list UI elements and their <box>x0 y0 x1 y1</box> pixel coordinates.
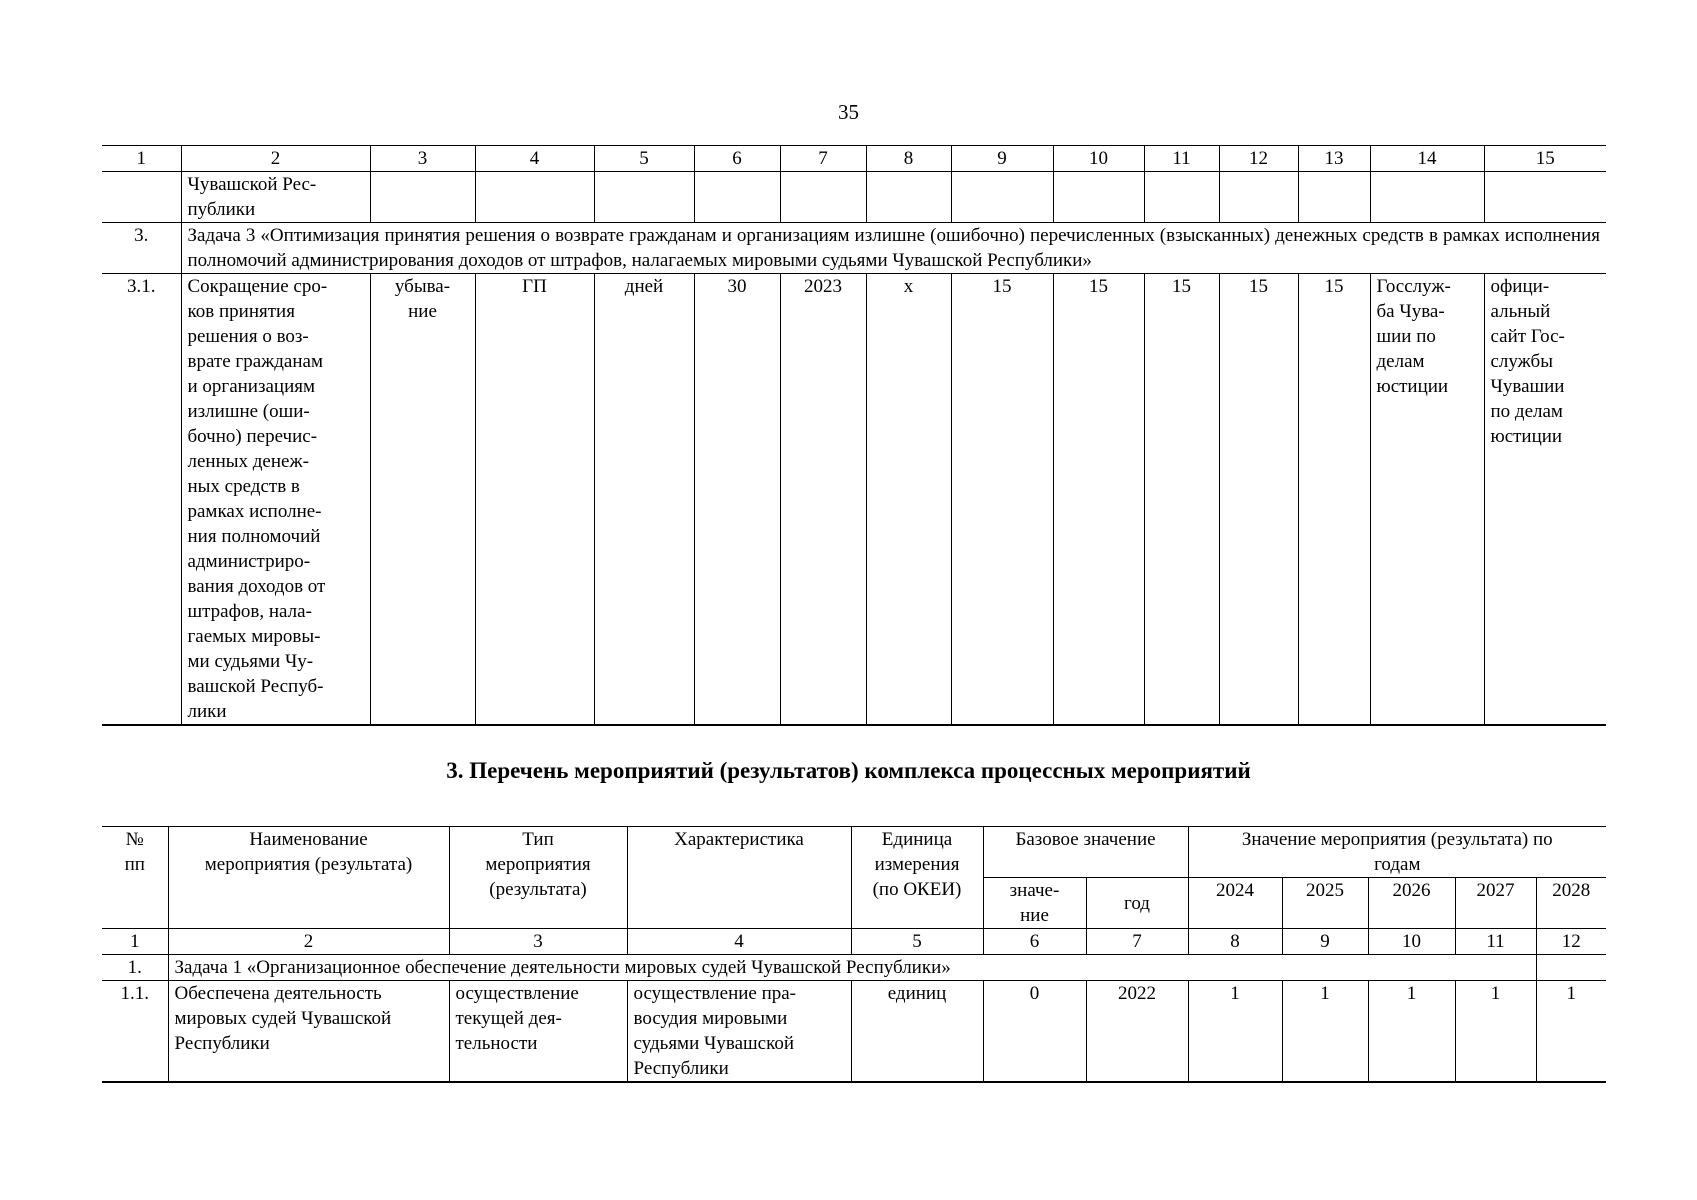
activity-type: осуществление текущей дея- тельности <box>449 981 627 1083</box>
header-year: 2028 <box>1536 878 1606 929</box>
value-2027: 1 <box>1455 981 1536 1083</box>
table-row <box>102 274 1606 726</box>
column-number-row <box>102 929 1606 955</box>
col-number: 8 <box>1188 929 1282 955</box>
information-source: офици- альный сайт Гос- службы Чувашии по делам юстиции <box>1484 274 1606 726</box>
activity-characteristic: осуществление пра- восудия мировыми судьями Чувашской Республики <box>627 981 851 1083</box>
col-number: 1 <box>102 146 181 172</box>
col-number: 4 <box>475 146 594 172</box>
unit: дней <box>594 274 694 726</box>
col-number: 11 <box>1144 146 1219 172</box>
header-row <box>102 827 1606 878</box>
col-number: 1 <box>102 929 168 955</box>
activities-table <box>102 826 1606 1083</box>
indicator-name: Чувашской Рес- публики <box>181 172 370 223</box>
value-2025: 1 <box>1282 981 1368 1083</box>
col-number: 14 <box>1370 146 1484 172</box>
table-row <box>102 981 1606 1083</box>
direction: убыва- ние <box>370 274 475 726</box>
unit: единиц <box>851 981 983 1083</box>
header-type: Тип мероприятия (результата) <box>449 827 627 929</box>
value-cell: 15 <box>951 274 1053 726</box>
base-year: 2023 <box>780 274 866 726</box>
col-number: 5 <box>594 146 694 172</box>
col-number: 5 <box>851 929 983 955</box>
row-number: 3.1. <box>102 274 181 726</box>
header-year: 2024 <box>1188 878 1282 929</box>
col-number: 12 <box>1536 929 1606 955</box>
base-year: 2022 <box>1086 981 1188 1083</box>
value-cell: 15 <box>1219 274 1298 726</box>
value-2024: 1 <box>1188 981 1282 1083</box>
col-number: 10 <box>1053 146 1144 172</box>
header-base-value: значе- ние <box>983 878 1086 929</box>
value-cell: 15 <box>1053 274 1144 726</box>
page-number: 35 <box>838 100 859 124</box>
task-title: Задача 1 «Организационное обеспечение деятельности мировых судей Чувашской Республики» <box>168 955 1536 981</box>
activity-name: Обеспечена деятельность мировых судей Чувашской Республики <box>168 981 449 1083</box>
col-number: 9 <box>1282 929 1368 955</box>
row-number: 3. <box>102 223 181 274</box>
value-cell: х <box>866 274 951 726</box>
value-cell: 15 <box>1298 274 1370 726</box>
col-number: 8 <box>866 146 951 172</box>
col-number: 11 <box>1455 929 1536 955</box>
indicator-type: ГП <box>475 274 594 726</box>
col-number: 6 <box>983 929 1086 955</box>
col-number: 2 <box>181 146 370 172</box>
base-value: 30 <box>694 274 780 726</box>
indicator-name: Сокращение сро- ков принятия решения о воз- врате гражданам и организациям излишне (оши- бочно) перечис- ленных денеж- ных средств в рамках исполне- ния полномочий администриро- вания доходов от штрафов, нала- гаемых мировы- ми судьями Чу- вашской Респуб- лики <box>181 274 370 726</box>
responsible: Госслуж- ба Чува- шии по делам юстиции <box>1370 274 1484 726</box>
task-row <box>102 223 1606 274</box>
value-2028: 1 <box>1536 981 1606 1083</box>
base-value: 0 <box>983 981 1086 1083</box>
col-number: 7 <box>780 146 866 172</box>
header-name: Наименование мероприятия (результата) <box>168 827 449 929</box>
row-number: 1.1. <box>102 981 168 1083</box>
header-year: 2025 <box>1282 878 1368 929</box>
header-values: Значение мероприятия (результата) по годам <box>1188 827 1606 878</box>
task-row <box>102 955 1606 981</box>
section-title: 3. Перечень мероприятий (результатов) комплекса процессных мероприятий <box>446 758 1251 783</box>
task-title: Задача 3 «Оптимизация принятия решения о возврате гражданам и организациям излишне (ошибочно) перечисленных (взысканных) денежных средств в рамках исполнения полномочий администрирования доходов от штрафов, налагаемых мировыми судьями Чувашской Республики» <box>181 223 1606 274</box>
col-number: 13 <box>1298 146 1370 172</box>
col-number: 3 <box>449 929 627 955</box>
header-year: 2026 <box>1368 878 1455 929</box>
col-number: 9 <box>951 146 1053 172</box>
col-number: 10 <box>1368 929 1455 955</box>
col-number: 15 <box>1484 146 1606 172</box>
value-2026: 1 <box>1368 981 1455 1083</box>
indicators-table <box>102 145 1606 726</box>
row-number: 1. <box>102 955 168 981</box>
col-number: 4 <box>627 929 851 955</box>
header-base: Базовое значение <box>983 827 1188 878</box>
header-unit: Единица измерения (по ОКЕИ) <box>851 827 983 929</box>
value-cell: 15 <box>1144 274 1219 726</box>
col-number: 3 <box>370 146 475 172</box>
header-num: № пп <box>102 827 168 929</box>
header-base-year: год <box>1086 878 1188 929</box>
col-number: 6 <box>694 146 780 172</box>
header-year: 2027 <box>1455 878 1536 929</box>
column-number-row <box>102 146 1606 172</box>
header-characteristic: Характеристика <box>627 827 851 929</box>
col-number: 7 <box>1086 929 1188 955</box>
table-row <box>102 172 1606 223</box>
col-number: 12 <box>1219 146 1298 172</box>
col-number: 2 <box>168 929 449 955</box>
